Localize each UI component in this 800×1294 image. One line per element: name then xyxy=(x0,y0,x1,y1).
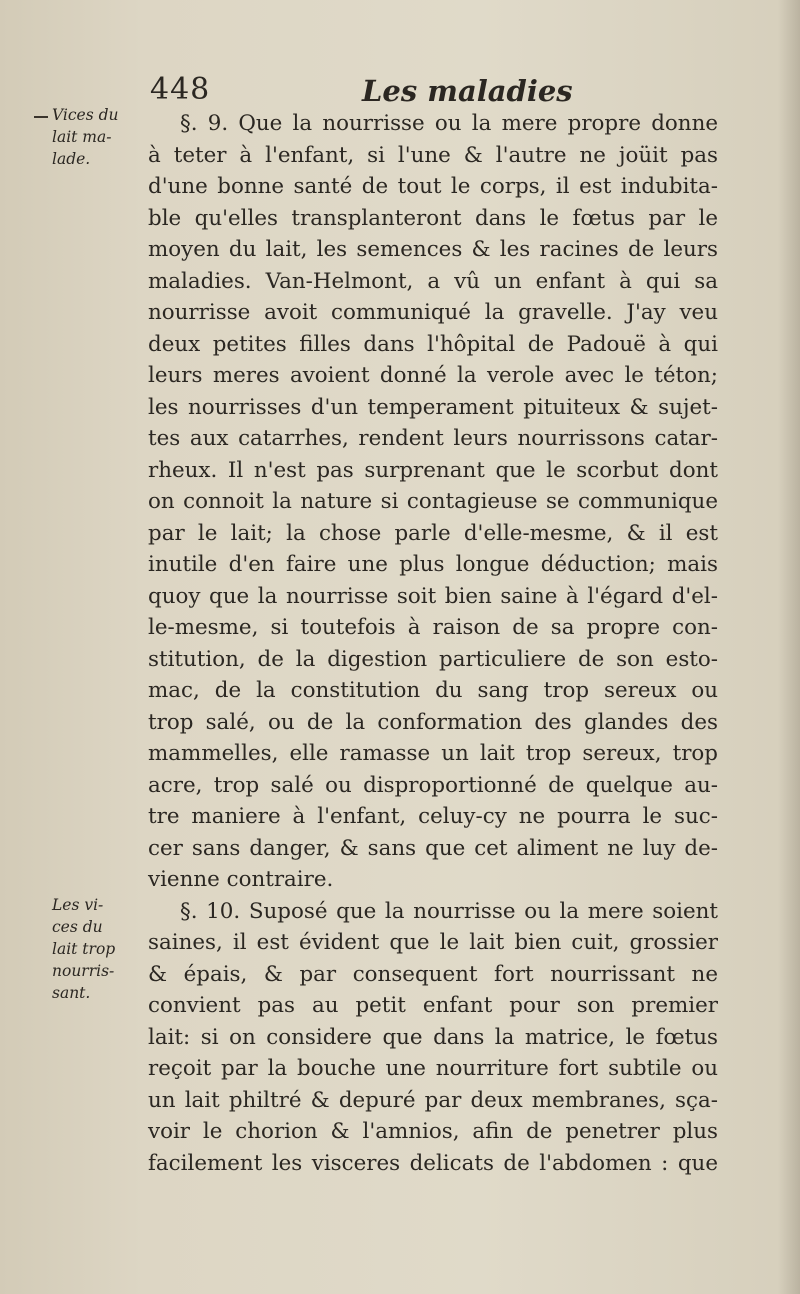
text-line: vienne contraire. xyxy=(148,867,334,892)
text-line: maladies. Van-Helmont, a vû un enfant à qui sa xyxy=(148,268,718,294)
margin-note-line: lade. xyxy=(52,150,91,168)
margin-note-vices-lait-malade xyxy=(52,104,144,170)
text-line: trop salé, ou de la conformation des glandes des xyxy=(148,709,718,735)
text-line: rheux. Il n'est pas surprenant que le scorbut dont xyxy=(148,457,718,483)
text-line: voir le chorion & l'amnios, afin de penetrer plus xyxy=(148,1119,718,1144)
text-line: on connoit la nature si contagieuse se communique xyxy=(148,489,718,514)
text-line: deux petites filles dans l'hôpital de Padouë à qui xyxy=(148,331,718,357)
margin-note-line: Vices du xyxy=(52,106,119,124)
text-line: à teter à l'enfant, si l'une & l'autre ne joüit pas xyxy=(148,142,718,168)
text-line: par le lait; la chose parle d'elle-mesme, & il est xyxy=(148,520,718,546)
text-line: cer sans danger, & sans que cet aliment ne luy de- xyxy=(148,835,718,861)
text-line: §. 10. Suposé que la nourrisse ou la mere soient xyxy=(180,898,718,924)
text-line: tes aux catarrhes, rendent leurs nourrissons catar- xyxy=(148,426,718,451)
text-line: & épais, & par consequent fort nourrissant ne xyxy=(148,961,718,987)
text-line: saines, il est évident que le lait bien cuit, grossier xyxy=(148,930,718,955)
margin-note-vices-lait-nourrissant xyxy=(52,894,144,1004)
text-line: le-mesme, si toutefois à raison de sa propre con- xyxy=(148,615,718,640)
text-line: inutile d'en faire une plus longue déduction; mais xyxy=(148,552,718,577)
body-text xyxy=(148,108,718,1179)
margin-note-line: nourris- xyxy=(52,962,115,980)
margin-dash xyxy=(34,116,48,118)
text-line: lait: si on considere que dans la matrice, le fœtus xyxy=(148,1024,718,1050)
text-line: un lait philtré & depuré par deux membranes, sça- xyxy=(148,1087,718,1113)
margin-note-line: lait trop xyxy=(52,940,116,958)
text-line: quoy que la nourrisse soit bien saine à l'égard d'el- xyxy=(148,583,718,609)
page-number: 448 xyxy=(150,72,211,107)
paragraph-section-9 xyxy=(148,108,718,896)
running-title: Les maladies xyxy=(362,74,573,108)
text-line: tre maniere à l'enfant, celuy-cy ne pourra le suc- xyxy=(148,804,718,829)
text-line: stitution, de la digestion particuliere de son esto- xyxy=(148,646,718,672)
text-line: convient pas au petit enfant pour son premier xyxy=(148,993,718,1018)
margin-note-line: sant. xyxy=(52,984,91,1002)
page-header xyxy=(150,72,710,112)
text-line: §. 9. Que la nourrisse ou la mere propre donne xyxy=(180,111,718,136)
text-line: mammelles, elle ramasse un lait trop sereux, trop xyxy=(148,741,718,766)
text-line: acre, trop salé ou disproportionné de quelque au- xyxy=(148,772,718,798)
paragraph-section-10 xyxy=(148,896,718,1180)
text-line: moyen du lait, les semences & les racines de leurs xyxy=(148,237,718,262)
text-line: nourrisse avoit communiqué la gravelle. J'ay veu xyxy=(148,300,718,325)
margin-note-line: Les vi- xyxy=(52,896,104,914)
text-line: mac, de la constitution du sang trop sereux ou xyxy=(148,678,718,703)
margin-note-line: ces du xyxy=(52,918,103,936)
text-line: les nourrisses d'un temperament pituiteux & sujet- xyxy=(148,394,718,420)
margin-note-line: lait ma- xyxy=(52,128,112,146)
text-line: d'une bonne santé de tout le corps, il est indubita- xyxy=(148,174,718,199)
text-line: reçoit par la bouche une nourriture fort subtile ou xyxy=(148,1056,718,1081)
text-line: leurs meres avoient donné la verole avec le téton; xyxy=(148,363,718,388)
text-line: facilement les visceres delicats de l'abdomen : que xyxy=(148,1150,718,1176)
text-line: ble qu'elles transplanteront dans le fœtus par le xyxy=(148,205,718,231)
